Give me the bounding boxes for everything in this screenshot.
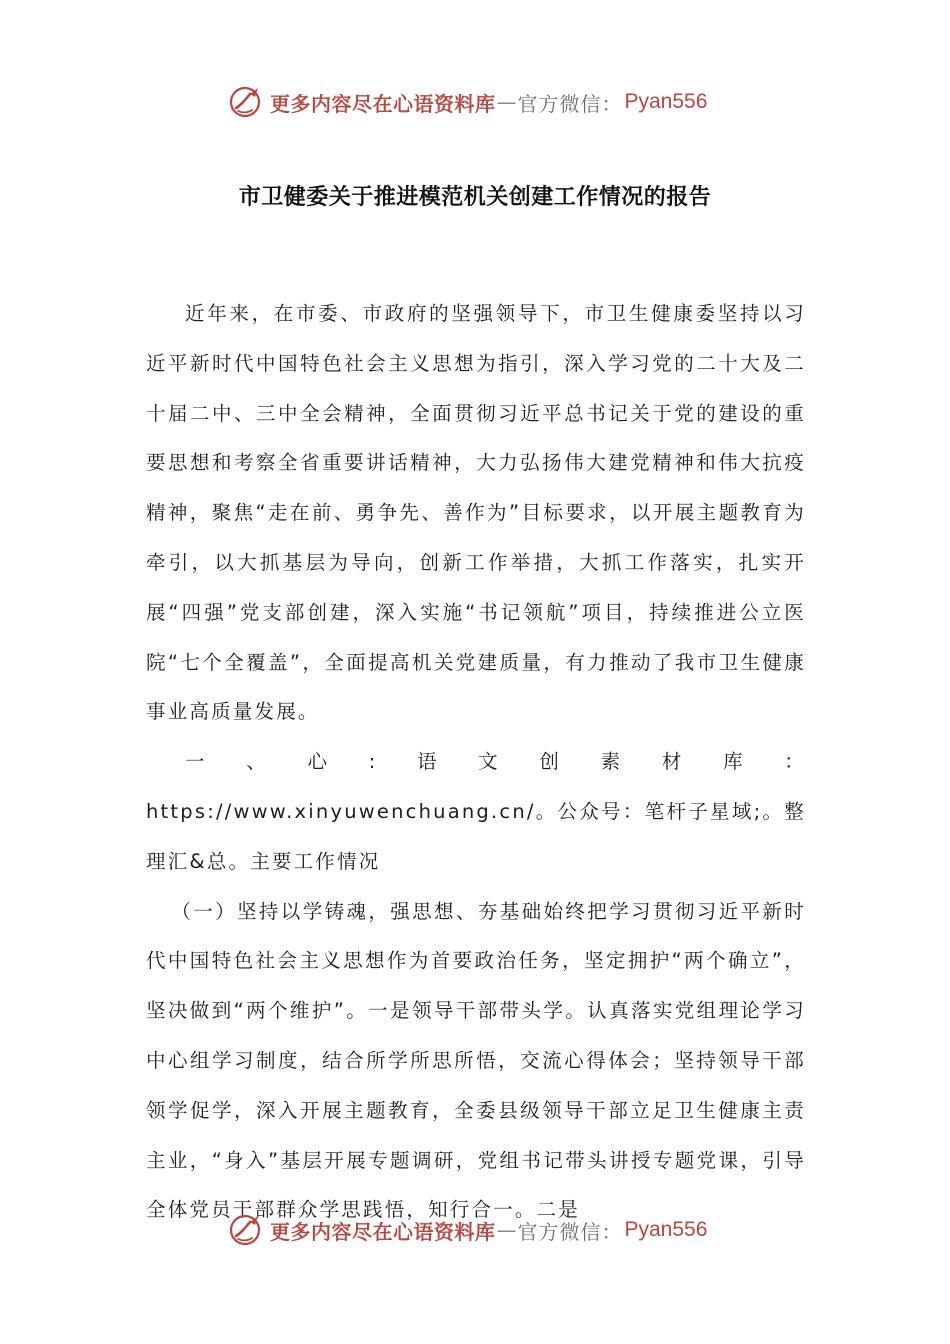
header-banner — [228, 82, 707, 122]
footer-banner — [228, 1210, 707, 1250]
document-body — [146, 289, 806, 1235]
banner-wechat-id: Pyan556 — [624, 90, 708, 113]
banner-wechat-label: 官方微信： — [517, 1219, 623, 1244]
intro-paragraph: 近年来，在市委、市政府的坚强领导下，市卫生健康委坚持以习近平新时代中国特色社会主义思想为指引，深入学习党的二十大及二十届二中、三中全会精神，全面贯彻习近平总书记关于党的建设的重要思想和考察全省重要讲话精神，大力弘扬伟大建党精神和伟大抗疫精神，聚焦“走在前、勇争先、善作为”目标要求，以开展主题教育为牵引，以大抓基层为导向，创新工作举措，大抓工作落实，扎实开展“四强”党支部创建，深入实施“书记领航”项目，持续推进公立医院“七个全覆盖”，全面提高机关党建质量，有力推动了我市卫生健康事业高质量发展。 — [146, 302, 806, 724]
section-heading-paragraph: 一、心:语文创素材库：https://www.xinyuwenchuang.cn/。公众号：笔杆子星域;。整理汇&总。主要工作情况 — [146, 750, 806, 873]
document-title: 市卫健委关于推进模范机关创建工作情况的报告 — [238, 184, 712, 210]
banner-separator: — — [496, 90, 517, 114]
banner-separator: — — [496, 1218, 517, 1242]
pen-nib-logo-icon — [228, 1212, 264, 1248]
banner-main-text: 更多内容尽在心语资料库 — [270, 1219, 496, 1244]
banner-wechat-id: Pyan556 — [624, 1218, 708, 1241]
banner-wechat-label: 官方微信： — [517, 91, 623, 116]
subsection-paragraph: （一）坚持以学铸魂，强思想、夯基础始终把学习贯彻习近平新时代中国特色社会主义思想作为首要政治任务，坚定拥护“两个确立”，坚决做到“两个维护”。一是领导干部带头学。认真落实党组理论学习中心组学习制度，结合所学所思所悟，交流心得体会；坚持领导干部领学促学，深入开展主题教育，全委县级领导干部立足卫生健康主责主业，“身入”基层开展专题调研，党组书记带头讲授专题党课，引导全体党员干部群众学思践悟，知行合一。二是 — [146, 899, 806, 1222]
banner-main-text: 更多内容尽在心语资料库 — [270, 91, 496, 116]
pen-nib-logo-icon — [228, 84, 264, 120]
